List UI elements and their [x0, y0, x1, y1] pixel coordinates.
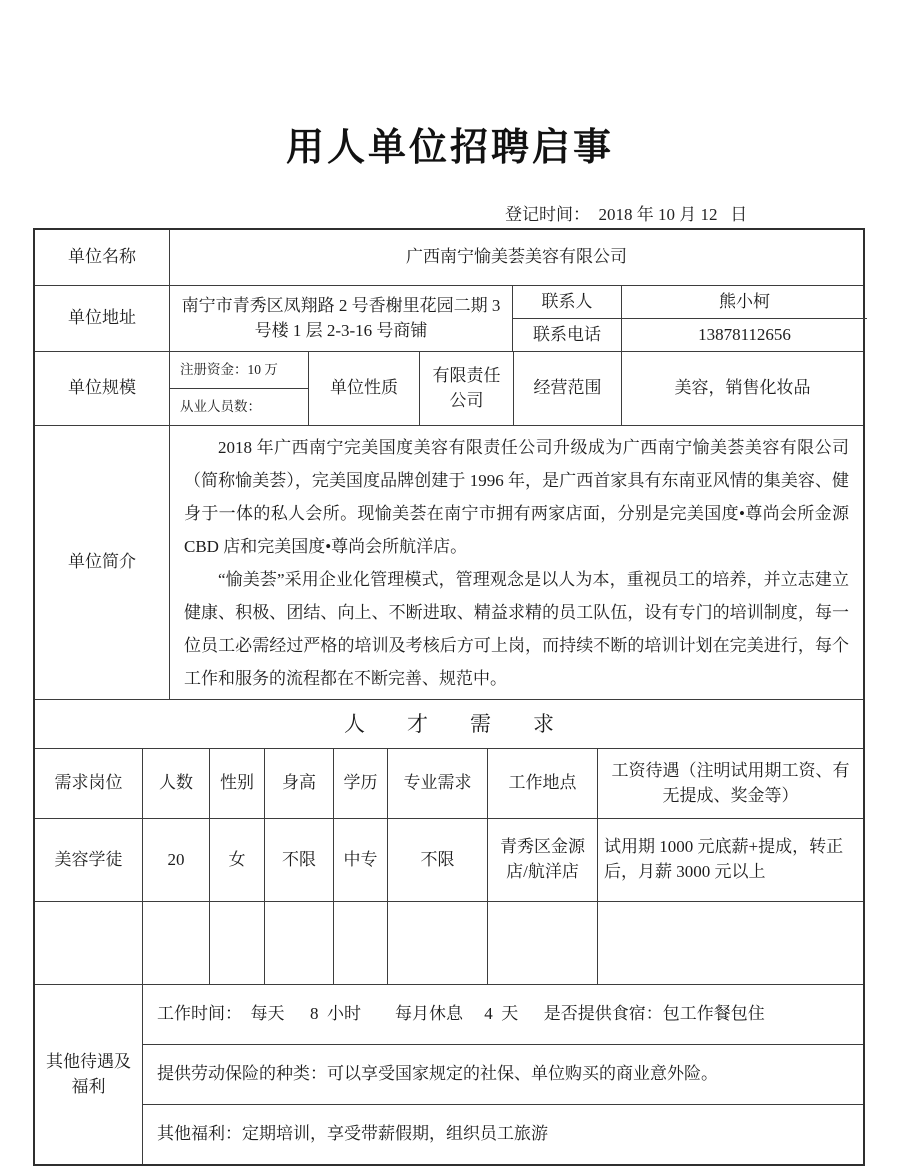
insurance-text: 提供劳动保险的种类：可以享受国家规定的社保、单位购买的商业意外险。	[157, 1064, 718, 1084]
contact-phone-label: 联系电话	[513, 319, 622, 351]
header-post: 需求岗位	[35, 749, 143, 818]
empty-cell	[210, 902, 265, 984]
work-time-row	[143, 985, 863, 1045]
talent-data-row	[35, 819, 863, 902]
empty-cell	[334, 902, 388, 984]
empty-cell	[488, 902, 598, 984]
header-location: 工作地点	[488, 749, 598, 818]
row-company-scale	[35, 352, 863, 426]
other-benefits-text: 其他福利：定期培训，享受带薪假期，组织员工旅游	[157, 1124, 548, 1144]
row-company-name	[35, 230, 863, 286]
company-name-value: 广西南宁愉美荟美容有限公司	[406, 247, 627, 267]
contact-person-row	[513, 286, 867, 319]
page-title: 用人单位招聘启事	[285, 127, 614, 169]
other-benefits-row	[143, 1105, 863, 1164]
company-scale-label: 单位规模	[35, 352, 170, 425]
header-count: 人数	[143, 749, 210, 818]
contact-person-label: 联系人	[513, 286, 622, 318]
company-address-value: 南宁市青秀区凤翔路 2 号香榭里花园二期 3 号楼 1 层 2-3-16 号商铺	[170, 286, 513, 351]
registered-capital: 注册资金：10 万	[180, 362, 278, 378]
contact-person-value: 熊小柯	[719, 291, 770, 311]
row-benefits	[35, 985, 863, 1164]
intro-paragraph-1: 2018 年广西南宁完美国度美容有限责任公司升级成为广西南宁愉美荟美容有限公司（简称愉美荟），完美国度品牌创建于 1996 年，是广西首家具有东南亚风情的集美容、健身于一体的私人会所。现愉美荟在南宁市拥有两家店面，分别是完美国度•尊尚会所金源 CBD 店和完美国度•尊尚会所航洋店。	[184, 437, 849, 556]
company-nature-label: 单位性质	[309, 352, 420, 425]
row-talent-banner	[35, 700, 863, 749]
document-table	[33, 228, 865, 1166]
empty-cell	[598, 902, 863, 984]
height-value: 不限	[265, 819, 334, 901]
major-value: 不限	[388, 819, 488, 901]
contact-phone-value: 13878112656	[698, 324, 791, 344]
registered-capital-row	[170, 352, 308, 389]
intro-paragraph-2: “愉美荟”采用企业化管理模式，管理观念是以人为本，重视员工的培养，并立志建立健康、积极、团结、向上、不断进取、精益求精的员工队伍，设有专门的培训制度，每一位员工必需经过严格的培训及考核后方可上岗，而持续不断的培训计划在完美进行，每个工作和服务的流程都在不断完善、规范中。	[184, 569, 849, 688]
company-name-label: 单位名称	[35, 230, 170, 285]
header-education: 学历	[334, 749, 388, 818]
benefits-group	[143, 985, 863, 1164]
location-value: 青秀区金源店/航洋店	[488, 819, 598, 901]
talent-empty-row	[35, 902, 863, 985]
contact-group	[513, 286, 867, 351]
empty-cell	[35, 902, 143, 984]
count-value: 20	[143, 819, 210, 901]
contact-phone-row	[513, 319, 867, 351]
post-value: 美容学徒	[35, 819, 143, 901]
business-scope-value: 美容，销售化妆品	[674, 378, 811, 398]
header-major: 专业需求	[388, 749, 488, 818]
scale-detail-group	[170, 352, 309, 425]
row-company-address	[35, 286, 863, 352]
empty-cell	[388, 902, 488, 984]
empty-cell	[143, 902, 210, 984]
company-nature-value: 有限责任公司	[420, 352, 514, 425]
benefits-label: 其他待遇及福利	[35, 985, 143, 1164]
company-address-label: 单位地址	[35, 286, 170, 351]
employee-count-row	[170, 389, 308, 425]
company-intro-label: 单位简介	[35, 426, 170, 699]
gender-value: 女	[210, 819, 265, 901]
talent-header-row	[35, 749, 863, 819]
employee-count: 从业人员数：	[180, 399, 261, 415]
row-company-intro	[35, 426, 863, 700]
header-height: 身高	[265, 749, 334, 818]
registration-time: 登记时间： 2018 年 10 月 12 日	[505, 205, 748, 224]
header-salary: 工资待遇（注明试用期工资、有无提成、奖金等）	[611, 760, 850, 805]
company-intro-text	[170, 426, 863, 699]
work-time-text: 工作时间： 每天 8 小时 每月休息 4 天 是否提供食宿：包工作餐包住	[157, 1004, 765, 1024]
salary-value: 试用期 1000 元底薪+提成，转正后，月薪 3000 元以上	[604, 837, 844, 881]
talent-banner-title: 人 才 需 求	[344, 711, 554, 736]
empty-cell	[265, 902, 334, 984]
education-value: 中专	[334, 819, 388, 901]
header-gender: 性别	[210, 749, 265, 818]
business-scope-label: 经营范围	[514, 352, 622, 425]
insurance-row	[143, 1045, 863, 1105]
